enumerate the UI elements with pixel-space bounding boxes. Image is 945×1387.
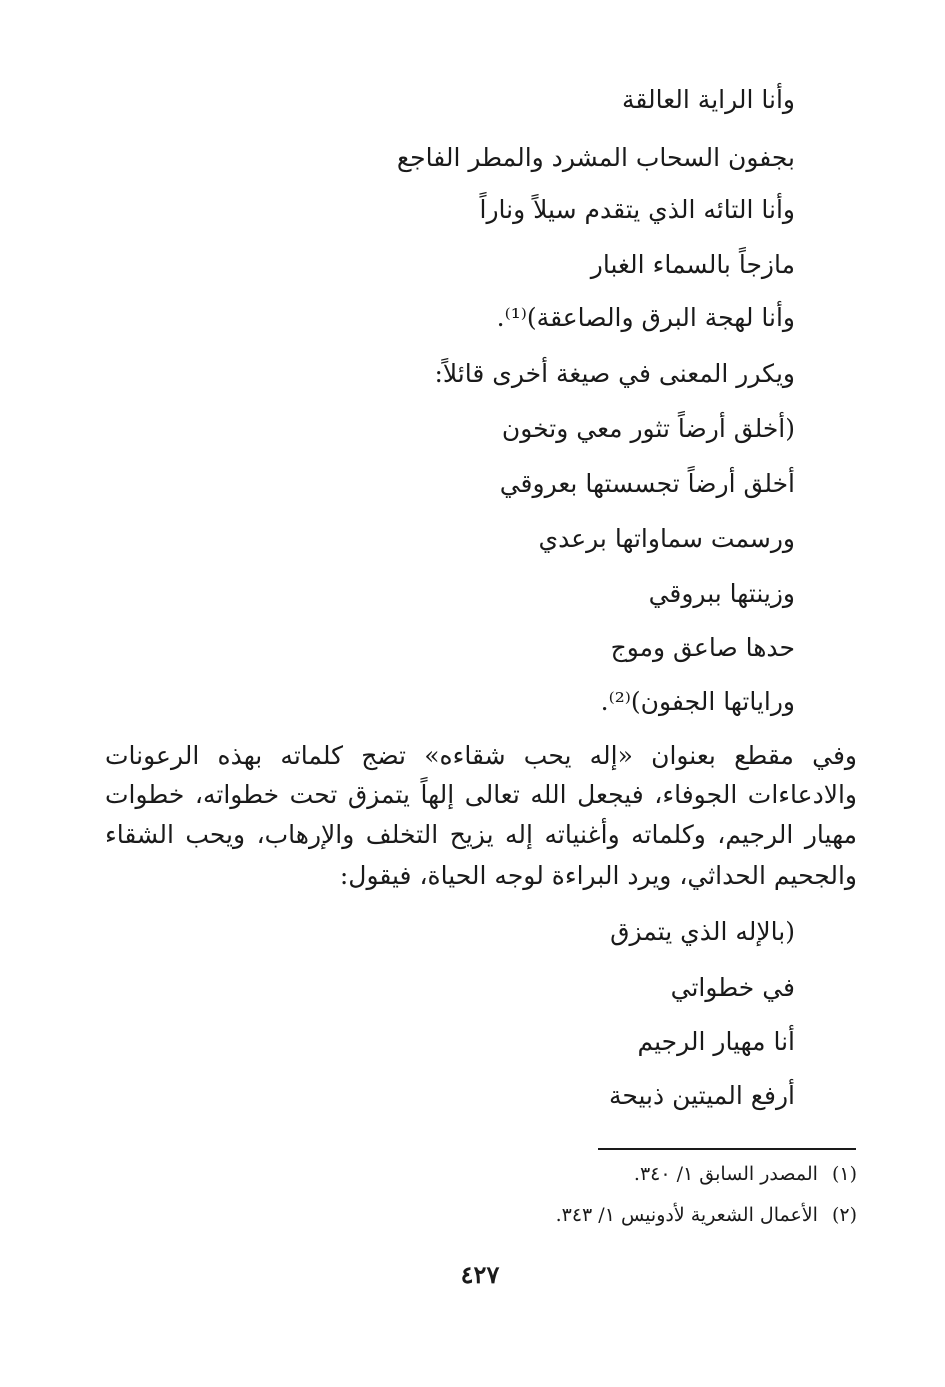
paragraph-line: مهيار الرجيم، وكلماته وأغنياته إله يزيح التخلف والإرهاب، ويحب الشقاء [105, 820, 857, 849]
verse-line: وأنا لهجة البرق والصاعقة)⁽¹⁾. [496, 303, 795, 332]
verse-line: وراياتها الجفون)⁽²⁾. [600, 687, 795, 716]
verse-line: أخلق أرضاً تجسستها بعروقي [499, 469, 795, 498]
footnote-marker: (١) [831, 1163, 857, 1185]
verse-line: بجفون السحاب المشرد والمطر الفاجع [396, 143, 795, 172]
verse-line: ورسمت سماواتها برعدي [538, 524, 795, 553]
verse-line: أنا مهيار الرجيم [637, 1027, 795, 1056]
verse-line: أرفع الميتين ذبيحة [608, 1081, 795, 1110]
verse-line: مازجاً بالسماء الغبار [590, 250, 795, 279]
footnote [634, 1160, 857, 1188]
verse-line: وزينتها ببروقي [648, 579, 795, 608]
footnote-marker: (٢) [831, 1204, 857, 1226]
intro-line: ويكرر المعنى في صيغة أخرى قائلاً: [434, 359, 795, 388]
paragraph-line: والادعاءات الجوفاء، فيجعل الله تعالى إلهاً يتمزق تحت خطواته، خطوات [105, 780, 857, 809]
footnote [556, 1201, 857, 1229]
page-number: ٤٢٧ [460, 1260, 500, 1289]
verse-line: حدها صاعق وموج [610, 633, 795, 662]
footnote-text: المصدر السابق ١/ ٣٤٠. [633, 1163, 818, 1185]
verse-line: وأنا التائه الذي يتقدم سيلاً وناراً [479, 195, 795, 224]
footnote-separator [598, 1148, 856, 1150]
verse-line: (أخلق أرضاً تثور معي وتخون [501, 414, 795, 443]
paragraph-line: وفي مقطع بعنوان «إله يحب شقاءه» تضج كلماته بهذه الرعونات [105, 741, 857, 770]
paragraph-line: والجحيم الحداثي، ويرد البراءة لوجه الحياة، فيقول: [339, 861, 857, 890]
verse-line: وأنا الراية العالقة [621, 85, 795, 114]
footnote-text: الأعمال الشعرية لأدونيس ١/ ٣٤٣. [555, 1204, 818, 1226]
verse-line: في خطواتي [670, 973, 795, 1002]
verse-line: (بالإله الذي يتمزق [610, 917, 795, 946]
